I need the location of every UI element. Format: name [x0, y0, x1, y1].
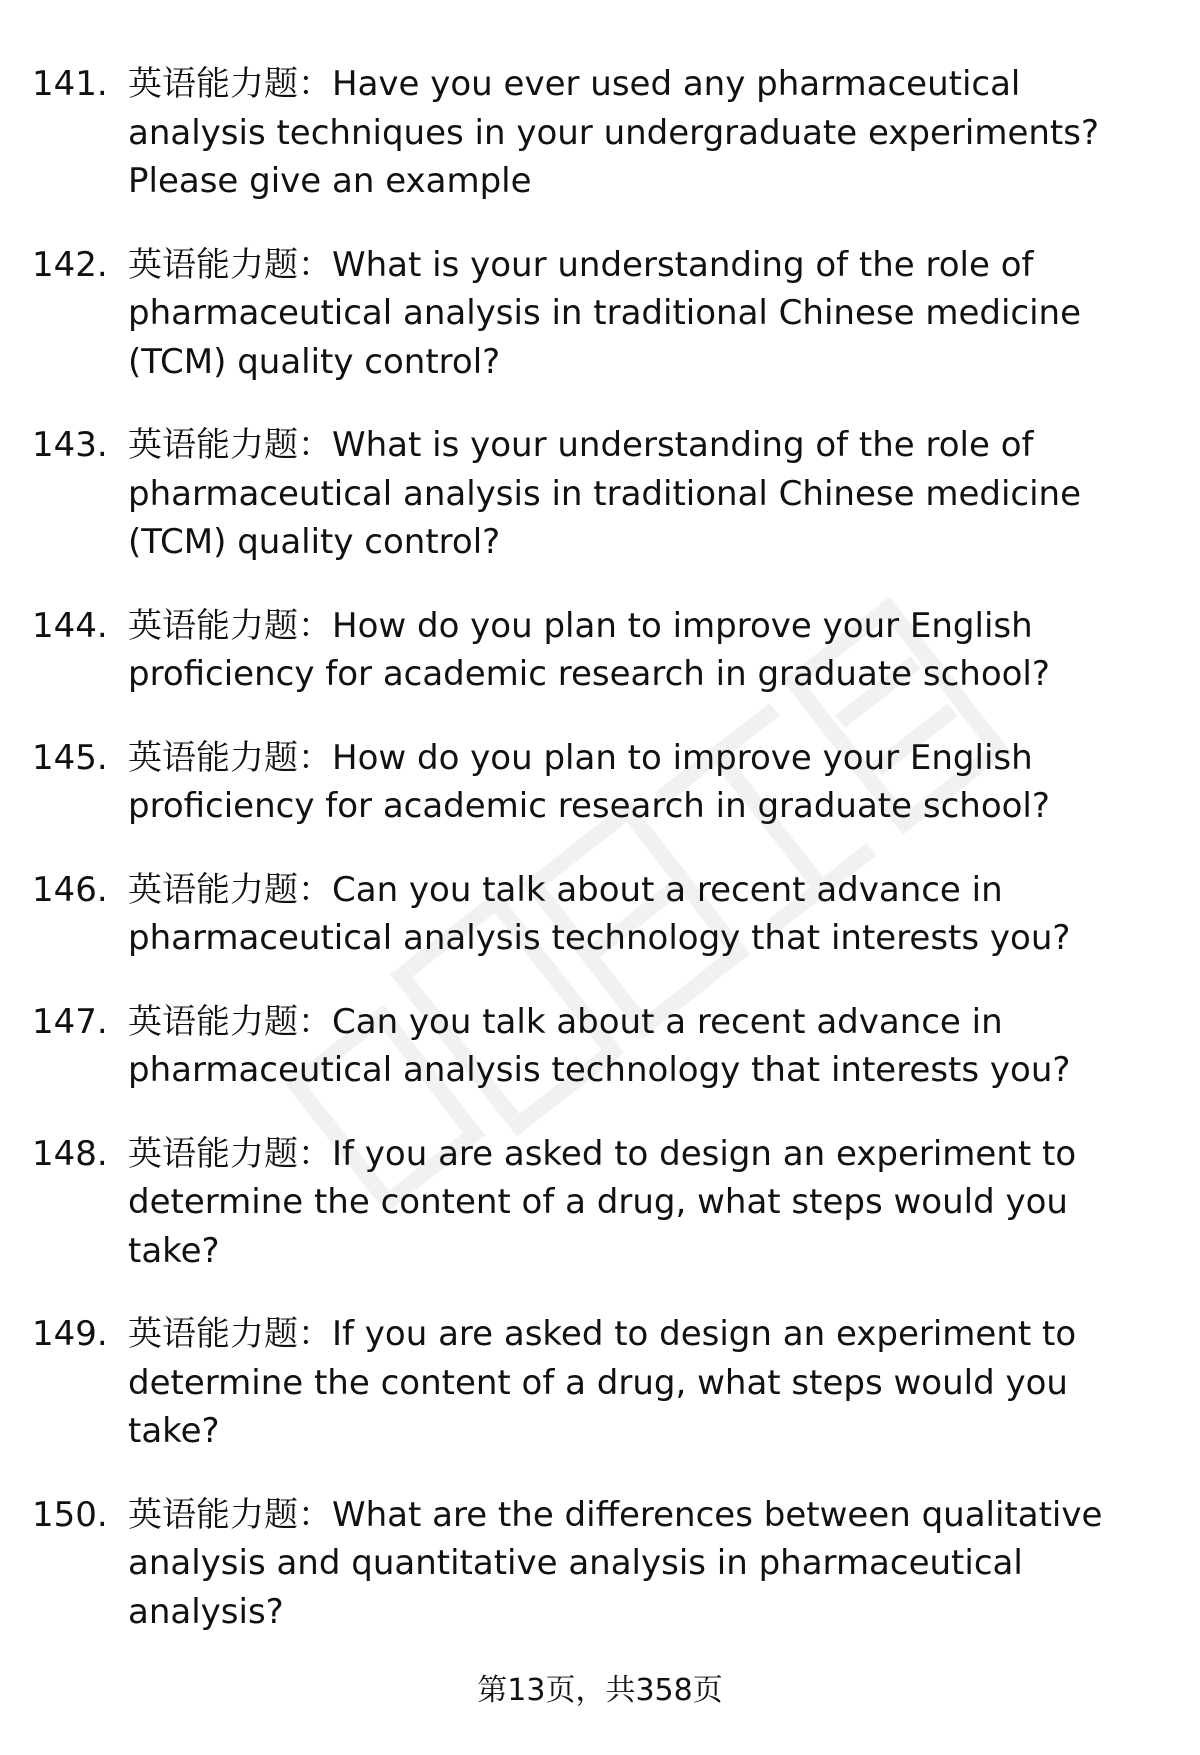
question-tag: 英语能力题： [128, 869, 332, 910]
question-text: How do you plan to improve your English proficiency for academic research in graduate school? [128, 605, 1050, 694]
question-tag: 英语能力题： [128, 1133, 332, 1174]
question-text: If you are asked to design an experiment to determine the content of a drug, what steps would you take? [128, 1314, 1077, 1451]
question-number: 145. [32, 737, 108, 778]
question-item [0, 734, 1200, 831]
question-list [0, 60, 1200, 1671]
question-number: 146. [32, 869, 108, 910]
question-text: How do you plan to improve your English proficiency for academic research in graduate school? [128, 737, 1050, 826]
question-text: What is your understanding of the role of pharmaceutical analysis in traditional Chinese medicine (TCM) quality control? [128, 425, 1081, 562]
question-number: 148. [32, 1133, 108, 1174]
question-item [0, 998, 1200, 1095]
question-tag: 英语能力题： [128, 244, 332, 285]
question-text: Can you talk about a recent advance in pharmaceutical analysis technology that interests you? [128, 1001, 1071, 1090]
question-text: If you are asked to design an experiment to determine the content of a drug, what steps would you take? [128, 1133, 1077, 1271]
question-number: 143. [32, 425, 108, 465]
question-number: 149. [32, 1314, 108, 1354]
question-number: 147. [32, 1001, 108, 1042]
question-text: What is your understanding of the role of pharmaceutical analysis in traditional Chinese medicine (TCM) quality control? [128, 244, 1081, 382]
question-item [0, 241, 1200, 387]
question-number: 150. [32, 1494, 108, 1535]
question-tag: 英语能力题： [128, 737, 332, 778]
question-tag: 英语能力题： [128, 1001, 332, 1042]
question-number: 142. [32, 244, 108, 285]
question-text: Can you talk about a recent advance in pharmaceutical analysis technology that interests you? [128, 869, 1071, 958]
question-tag: 英语能力题： [128, 425, 332, 465]
question-item [0, 1491, 1200, 1637]
question-text: Have you ever used any pharmaceutical analysis techniques in your undergraduate experiments? Please give an example [128, 64, 1100, 201]
question-item [0, 421, 1200, 567]
page-footer: 第13页，共358页 [477, 1673, 723, 1708]
question-tag: 英语能力题： [128, 1494, 332, 1535]
question-tag: 英语能力题： [128, 1314, 332, 1354]
question-number: 141. [32, 64, 108, 104]
question-item [0, 1130, 1200, 1276]
question-item [0, 60, 1200, 206]
question-item [0, 866, 1200, 963]
question-tag: 英语能力题： [128, 605, 332, 646]
question-number: 144. [32, 605, 108, 646]
question-tag: 英语能力题： [128, 64, 332, 104]
question-item [0, 1310, 1200, 1456]
question-text: What are the differences between qualitative analysis and quantitative analysis in pharmaceutical analysis? [128, 1494, 1103, 1632]
question-item [0, 602, 1200, 699]
